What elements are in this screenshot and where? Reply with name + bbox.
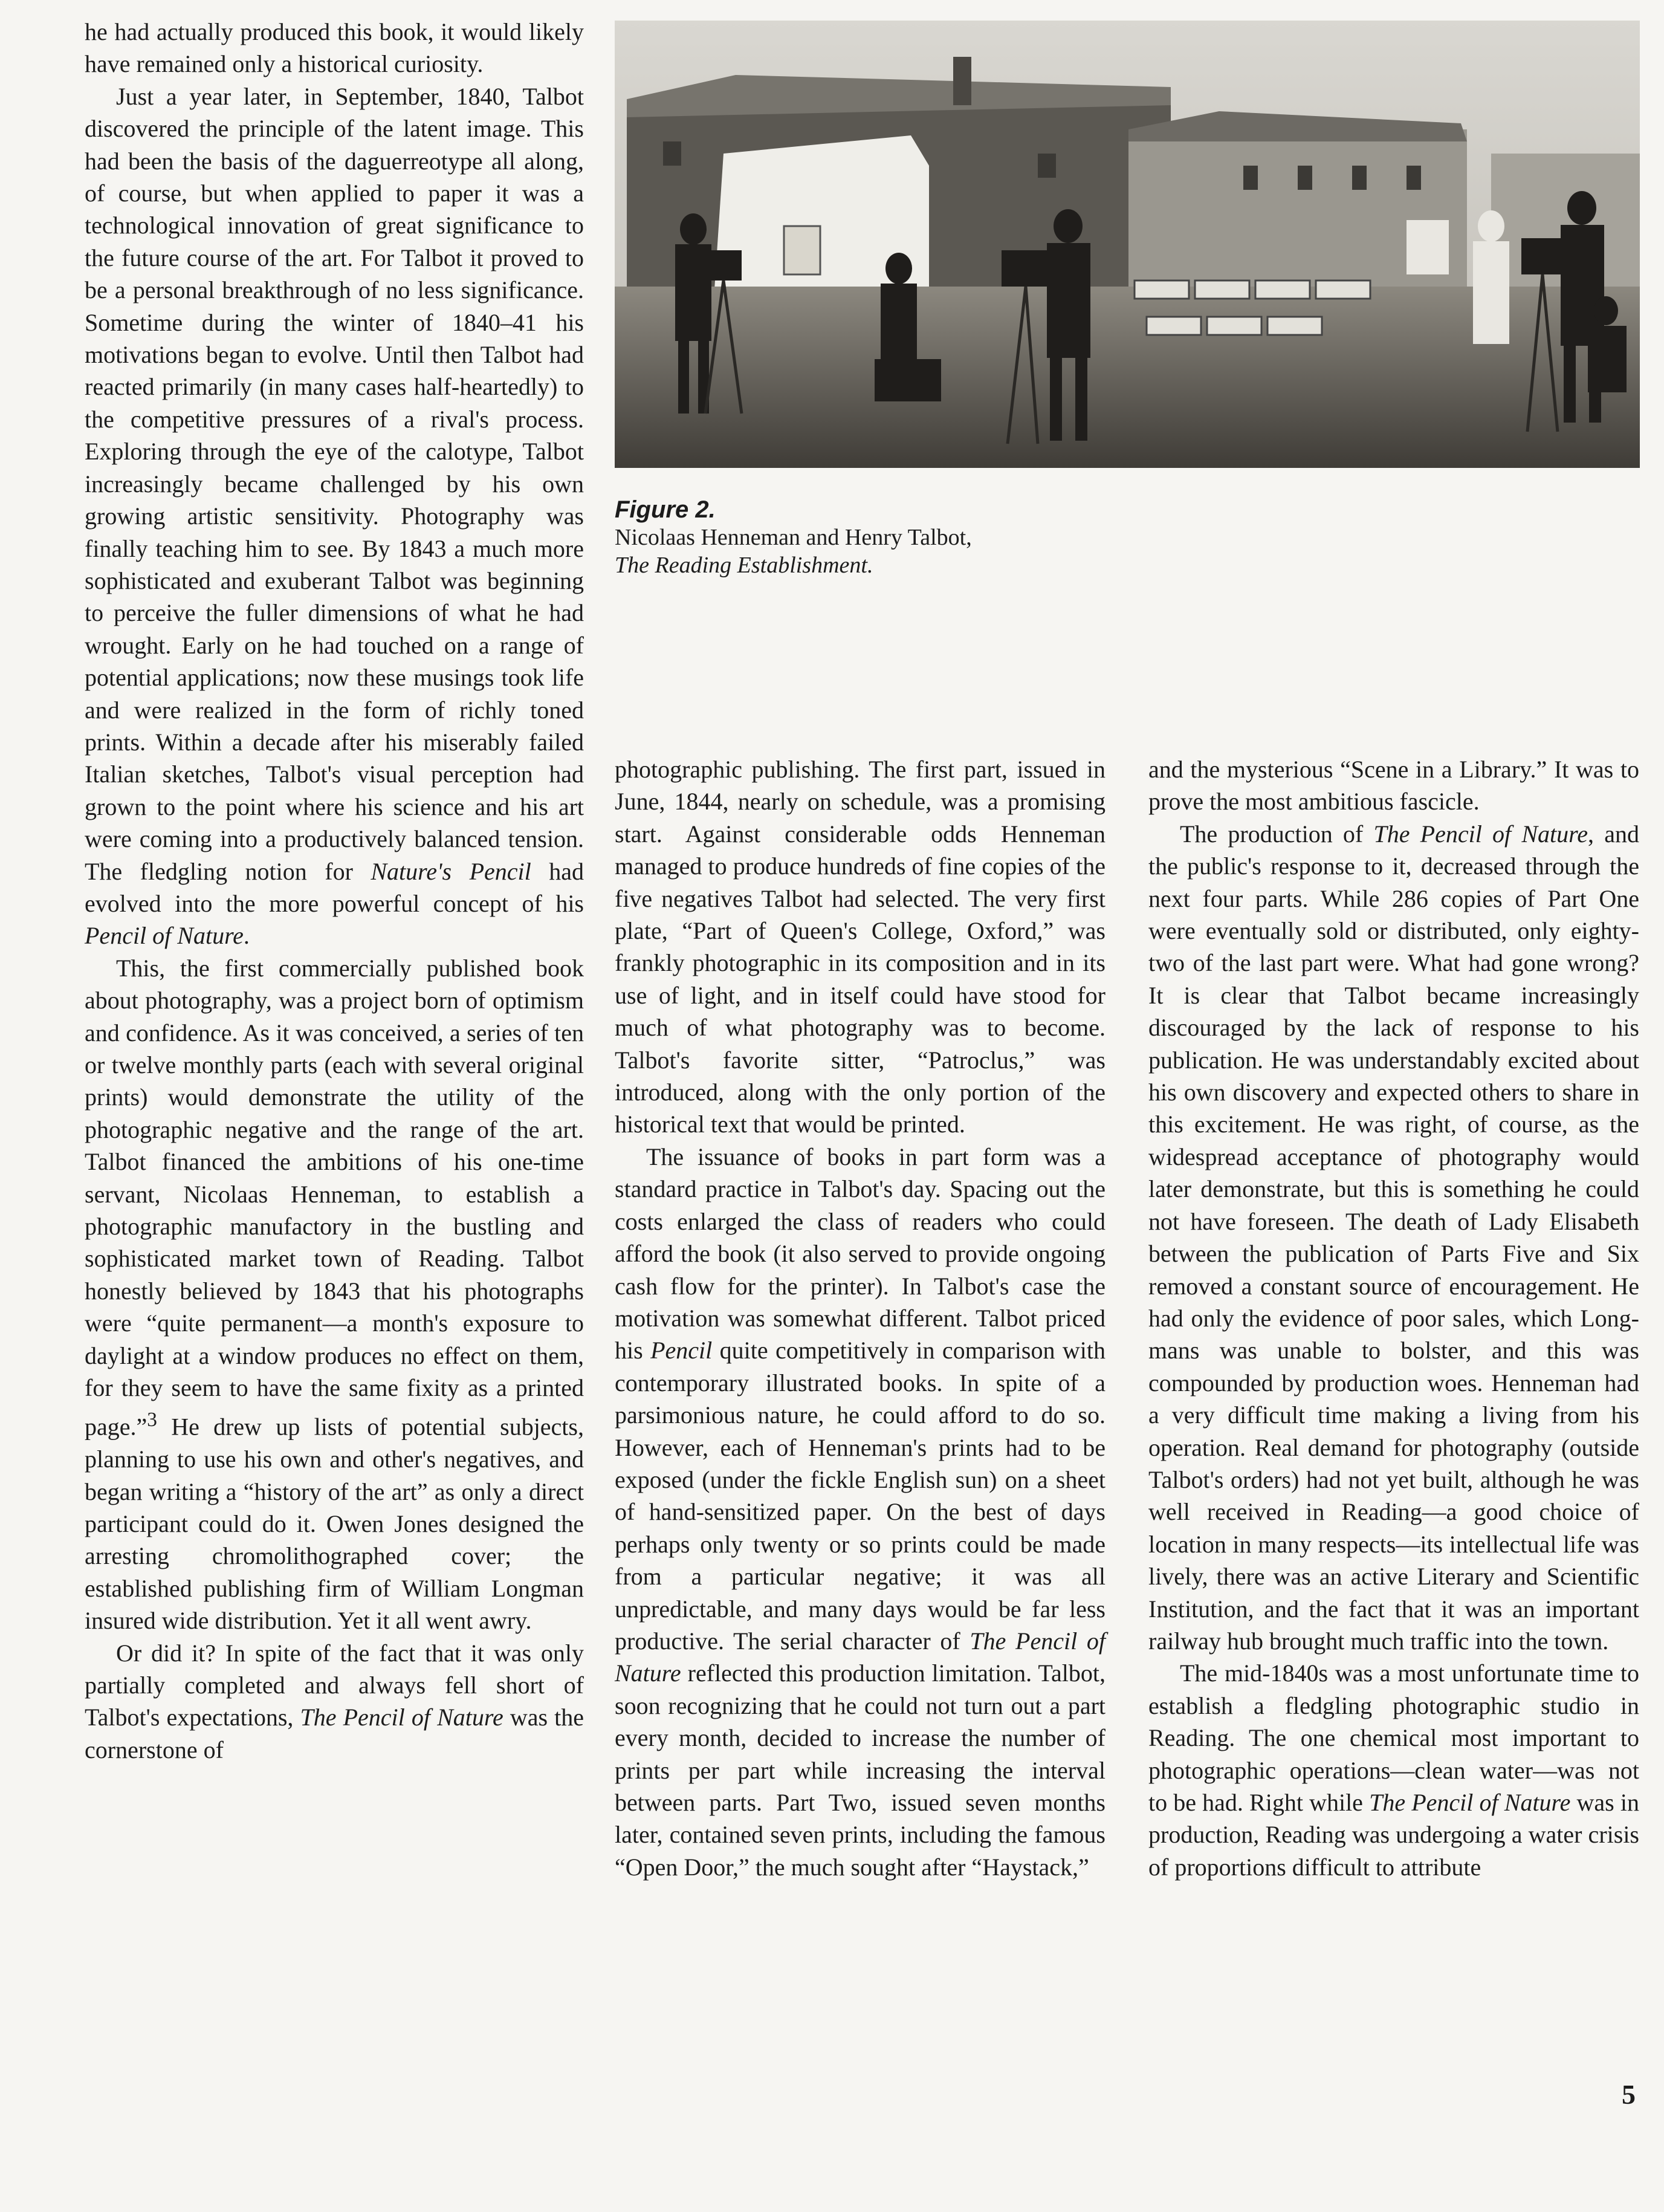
paragraph: The production of The Pencil of Nature, and the public's response to it, decreased through the next four parts. While 286 copies of Part One were eventually sold or distributed, only eighty-two of the last part were. What had gone wrong? It is clear that Talbot became increasingly discouraged by the lack of response to his publication. He was understandably excited about his own discovery and expected others to share in this excitement. He was right, of course, as the widespread acceptance of photography would later demonstrate, but this is something he could not have foreseen. The death of Lady Elisabeth between the publication of Parts Five and Six removed a constant source of encouragement. He had only the evidence of poor sales, which Longmans was unable to bolster, and this was compounded by production woes. Henneman had a very difficult time making a living from his operation. Real demand for photography (outside Talbot's orders) had not yet built, although he was well received in Reading—a good choice of location in many respects—its intellectual life was lively, there was an active Literary and Scientific Institution, and the fact that it was an important railway hub brought much traffic into the town.: [1148, 820, 1639, 1655]
paragraph: photographic publishing. The first part, issued in June, 1844, nearly on schedule, was a promising start. Against considerable odds Henneman managed to produce hundreds of fine copies of the five negatives Talbot had selected. The very first plate, “Part of Queen's College, Oxford,” was frankly photographic in its composition and in its use of light, and in itself could have stood for much of what photography was to become. Talbot's favorite sitter, “Patroclus,” was introduced, along with the only portion of the historical text that would be printed.: [615, 756, 1106, 1138]
figure-title: The Reading Establishment.: [615, 553, 873, 578]
figure-photograph: [615, 21, 1640, 468]
footnote-marker: 3: [147, 1409, 157, 1432]
text-column-left: [85, 16, 584, 1766]
paragraph: he had actually produced this book, it would likely have remained only a historical curiosity.: [85, 18, 584, 78]
figure-credit: Nicolaas Henneman and Henry Talbot,: [615, 525, 972, 550]
paragraph: This, the first commercially published book about photography, was a project born of optimism and confidence. As it was conceived, a series of ten or twelve monthly parts (each with several original prints) would demonstrate the utility of the photographic negative and the range of the art. Talbot financed the ambitions of his one-time servant, Nicolaas Henneman, to establish a photographic manufactory in the bustling and sophisticated market town of Reading. Talbot honestly believed by 1843 that his photographs were “quite permanent—a month's exposure to daylight at a window produces no effect on them, for they seem to have the same fixity as a printed page.”$^3$ He drew up lists of potential subjects, planning to use his own and other's negatives, and began writing a “history of the art” as only a direct participant could do it. Owen Jones designed the arresting chromolithographed cover; the established publishing firm of William Longman insured wide distribution. Yet it all went awry.: [85, 954, 584, 1635]
figure-label: Figure 2.: [615, 496, 716, 523]
paragraph: Or did it? In spite of the fact that it was only partially completed and always fell short of Talbot's expectations, The Pencil of Nature was the cornerstone of: [85, 1639, 584, 1763]
paragraph: and the mysterious “Scene in a Library.” It was to prove the most ambitious fascicle.: [1148, 756, 1639, 816]
figure-caption: [615, 496, 1159, 579]
page-number: 5: [1622, 2079, 1636, 2110]
paragraph: Just a year later, in September, 1840, Talbot discovered the principle of the latent image. This had been the basis of the daguerreotype all along, of course, but when applied to paper it was a technological innovation of great significance to the future course of the art. For Talbot it proved to be a personal breakthrough of no less significance. Sometime during the winter of 1840–41 his motivations began to evolve. Until then Talbot had reacted primarily (in many cases half-heartedly) to the competitive pressures of a rival's process. Exploring through the eye of the calotype, Talbot increasingly became challenged by his own growing artistic sensitivity. Photography was finally teaching him to see. By 1843 a much more sophisticated and exuberant Talbot was beginning to perceive the fuller dimensions of what he had wrought. Early on he had touched on a range of potential applications; now these musings took life and were realized in the form of richly toned prints. Within a decade after his miserably failed Italian sketches, Talbot's visual perception had grown to the point where his science and his art were coming into a productively balanced tension. The fledgling notion for Nature's Pencil had evolved into the more powerful concept of his Pencil of Nature.: [85, 82, 584, 950]
paragraph: The issuance of books in part form was a standard practice in Talbot's day. Spacing out the costs enlarged the class of readers who could afford the book (it also served to provide ongoing cash flow for the printer). In Talbot's case the motivation was somewhat different. Talbot priced his Pencil quite competitively in comparison with contemporary illustrated books. In spite of a parsimonious nature, he could afford to do so. However, each of Henneman's prints had to be exposed (under the fickle English sun) on a sheet of hand-sensitized paper. On the best of days perhaps only twenty or so prints could be made from a particular negative; it was all unpredictable, and many days would be far less productive. The serial character of The Pencil of Nature reflected this production limitation. Talbot, soon recognizing that he could not turn out a part every month, decided to increase the number of prints per part while increasing the interval between parts. Part Two, issued seven months later, contained seven prints, including the famous “Open Door,” the much sought after “Haystack,”: [615, 1143, 1106, 1881]
paragraph: The mid-1840s was a most unfortunate time to establish a fledgling photographic studio in Reading. The one chemical most important to photographic operations—clean water—was not to be had. Right while The Pencil of Nature was in production, Reading was undergoing a water crisis of proportions difficult to attribute: [1148, 1659, 1639, 1881]
text-column-middle: [615, 753, 1106, 1883]
text-column-right: [1148, 753, 1639, 1883]
